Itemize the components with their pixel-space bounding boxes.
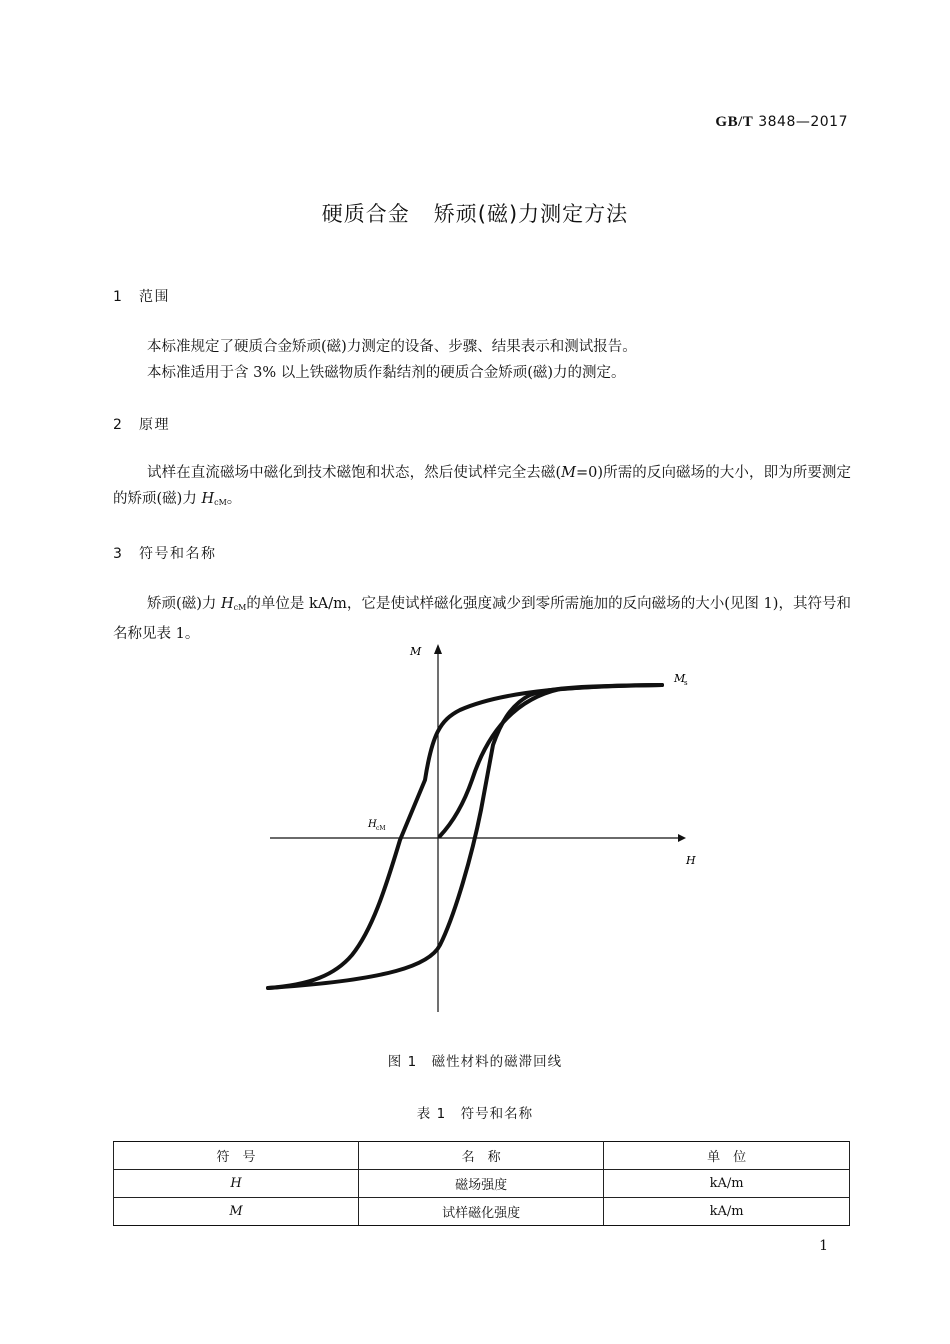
symbol-subscript: cM — [233, 603, 247, 612]
table-row — [114, 1198, 850, 1226]
cell-symbol: M — [114, 1198, 359, 1226]
symbol-subscript: cM — [214, 498, 227, 507]
section-3-heading — [113, 543, 217, 563]
section-number: 1 — [113, 289, 124, 305]
header-unit: 单 位 — [604, 1142, 850, 1170]
principle-paragraph — [113, 460, 851, 516]
h-axis-arrow — [678, 834, 686, 842]
section-number: 2 — [113, 417, 124, 433]
symbols-table — [113, 1141, 850, 1226]
m-axis-label: M — [410, 645, 422, 658]
standard-code: 3848—2017 — [758, 114, 848, 130]
symbol-m: M — [561, 465, 576, 481]
section-number: 3 — [113, 546, 124, 562]
table-row — [114, 1170, 850, 1198]
symbols-text-1: 矫顽(磁)力 — [147, 596, 222, 612]
hysteresis-loop-figure — [260, 640, 700, 1020]
document-title — [0, 198, 950, 228]
scope-paragraph-2: 本标准适用于含 3% 以上铁磁物质作黏结剂的硬质合金矫顽(磁)力的测定。 — [147, 365, 626, 381]
cell-name: 试样磁化强度 — [359, 1198, 604, 1226]
ms-subscript: s — [684, 679, 688, 687]
principle-text-2: =0)所需的反向磁场的大小，即为所要测定的矫顽(磁)力 — [113, 465, 852, 507]
ascending-branch — [268, 685, 662, 988]
title-part-1: 硬质合金 — [321, 202, 410, 226]
standard-prefix: GB/T — [715, 114, 754, 130]
figure-caption: 图 1 磁性材料的磁滞回线 — [387, 1054, 563, 1070]
section-title: 原理 — [139, 417, 170, 433]
standard-number — [715, 114, 848, 131]
hcm-label: H — [368, 819, 377, 830]
symbol-h: H — [201, 491, 215, 507]
hcm-subscript: cM — [376, 825, 386, 832]
scope-paragraph-1: 本标准规定了硬质合金矫顽(磁)力测定的设备、步骤、结果表示和测试报告。 — [147, 339, 637, 355]
symbol-h: H — [221, 596, 234, 612]
descending-branch — [268, 685, 662, 988]
m-axis-arrow — [434, 644, 442, 654]
cell-unit: kA/m — [604, 1198, 850, 1226]
title-part-2: 矫顽(磁)力测定方法 — [433, 202, 629, 226]
principle-text-3: 。 — [226, 491, 242, 507]
table-caption: 表 1 符号和名称 — [416, 1106, 534, 1122]
principle-text-1: 试样在直流磁场中磁化到技术磁饱和状态，然后使试样完全去磁( — [147, 465, 562, 481]
section-2-heading — [113, 414, 170, 434]
h-axis-label: H — [686, 854, 696, 867]
symbols-paragraph — [113, 591, 851, 647]
table-header-row — [114, 1142, 850, 1170]
page-number: 1 — [819, 1238, 828, 1254]
cell-symbol: H — [114, 1170, 359, 1198]
section-title: 范围 — [139, 289, 170, 305]
cell-unit: kA/m — [604, 1170, 850, 1198]
ms-label: M — [674, 672, 686, 685]
section-title: 符号和名称 — [139, 546, 217, 562]
symbols-text-2: 的单位是 kA/m，它是使试样磁化强度减少到零所需施加的反向磁场的大小(见图 1)，其符号和名称见表 1。 — [113, 596, 851, 642]
initial-magnetization-curve — [440, 685, 662, 836]
section-1-heading — [113, 286, 170, 306]
header-symbol: 符 号 — [114, 1142, 359, 1170]
cell-name: 磁场强度 — [359, 1170, 604, 1198]
header-name: 名 称 — [359, 1142, 604, 1170]
